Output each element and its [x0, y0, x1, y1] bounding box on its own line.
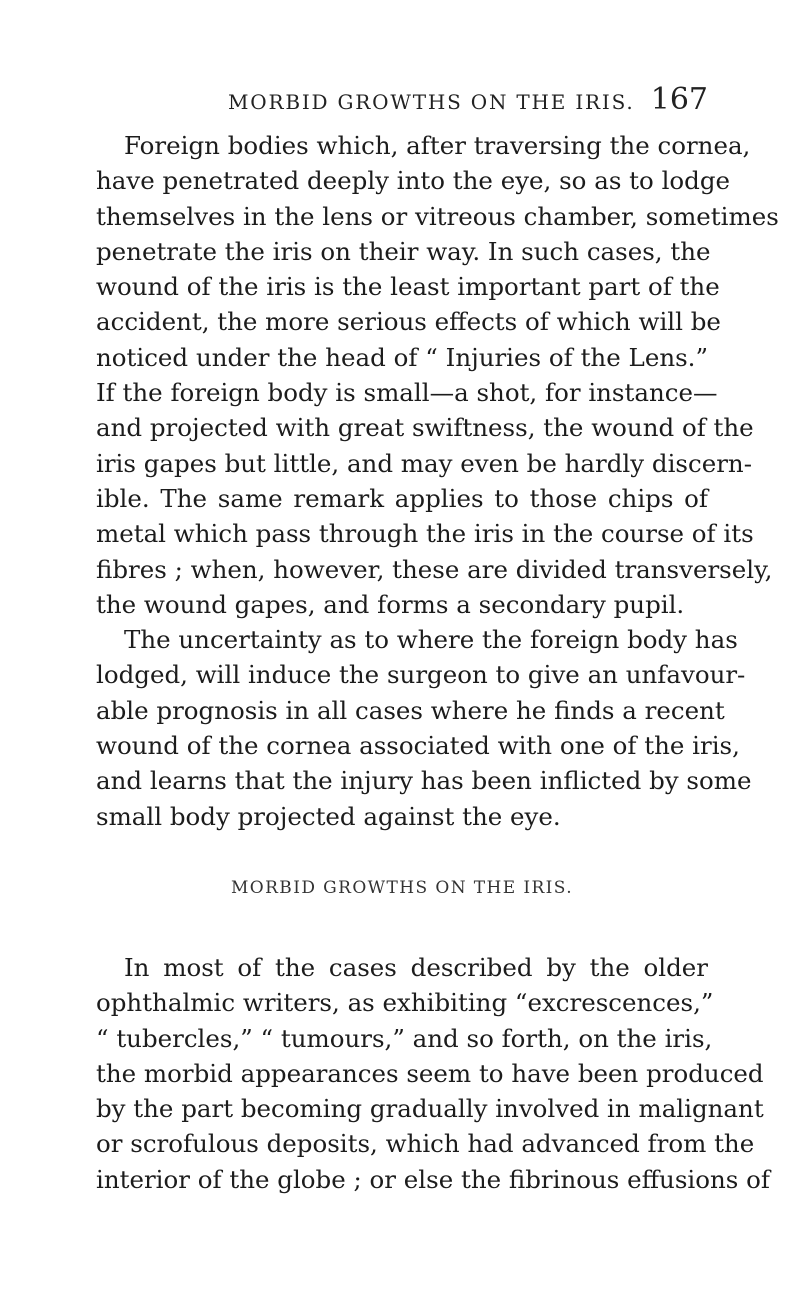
- text-line: Foreign bodies which, after traversing the cornea,: [124, 131, 751, 160]
- text-line: ophthalmic writers, as exhibiting “excrescences,”: [96, 988, 714, 1018]
- text-line: noticed under the head of “ Injuries of the Lens.”: [96, 342, 708, 372]
- paragraph-morbid-growths: [96, 950, 770, 1197]
- text-line: iris gapes but little, and may even be hardly discern-: [96, 448, 752, 478]
- text-line: and learns that the injury has been inflicted by some: [96, 766, 752, 796]
- text-line: accident, the more serious effects of which will be: [96, 307, 721, 337]
- text-line: metal which pass through the iris in the course of its: [96, 519, 754, 549]
- text-line: wound of the cornea associated with one of the iris,: [96, 731, 740, 761]
- text-line: penetrate the iris on their way. In such cases, the: [96, 236, 711, 266]
- text-line: by the part becoming gradually involved in malignant: [96, 1094, 764, 1124]
- text-line: fibres ; when, however, these are divided transversely,: [96, 554, 773, 584]
- section-heading: MORBID GROWTHS ON THE IRIS.: [230, 877, 574, 898]
- text-line: In most of the cases described by the older: [124, 952, 708, 982]
- text-line: interior of the globe ; or else the fibrinous effusions of: [96, 1164, 770, 1194]
- text-line: small body projected against the eye.: [96, 801, 561, 831]
- text-line: ible. The same remark applies to those chips of: [96, 483, 708, 513]
- text-line: have penetrated deeply into the eye, so as to lodge: [96, 166, 731, 196]
- text-line: The uncertainty as to where the foreign body has: [124, 625, 738, 655]
- text-line: the wound gapes, and forms a secondary pupil.: [96, 589, 685, 619]
- text-line: able prognosis in all cases where he finds a recent: [96, 695, 725, 725]
- text-line: themselves in the lens or vitreous chamber, sometimes: [96, 201, 779, 231]
- page-number: 167: [650, 82, 708, 117]
- text-line: lodged, will induce the surgeon to give an unfavour-: [96, 660, 746, 690]
- paragraph-uncertainty: [96, 622, 752, 834]
- text-line: If the foreign body is small—a shot, for instance—: [96, 378, 718, 408]
- paragraph-foreign-bodies: [96, 128, 779, 622]
- page-header: [228, 82, 708, 117]
- body-text: [96, 128, 779, 1197]
- running-title: MORBID GROWTHS ON THE IRIS.: [228, 90, 635, 114]
- text-line: and projected with great swiftness, the wound of the: [96, 413, 754, 443]
- text-line: wound of the iris is the least important part of the: [96, 272, 720, 302]
- text-line: the morbid appearances seem to have been produced: [96, 1058, 764, 1088]
- text-line: “ tubercles,” “ tumours,” and so forth, on the iris,: [96, 1023, 713, 1053]
- text-line: or scrofulous deposits, which had advanced from the: [96, 1129, 755, 1159]
